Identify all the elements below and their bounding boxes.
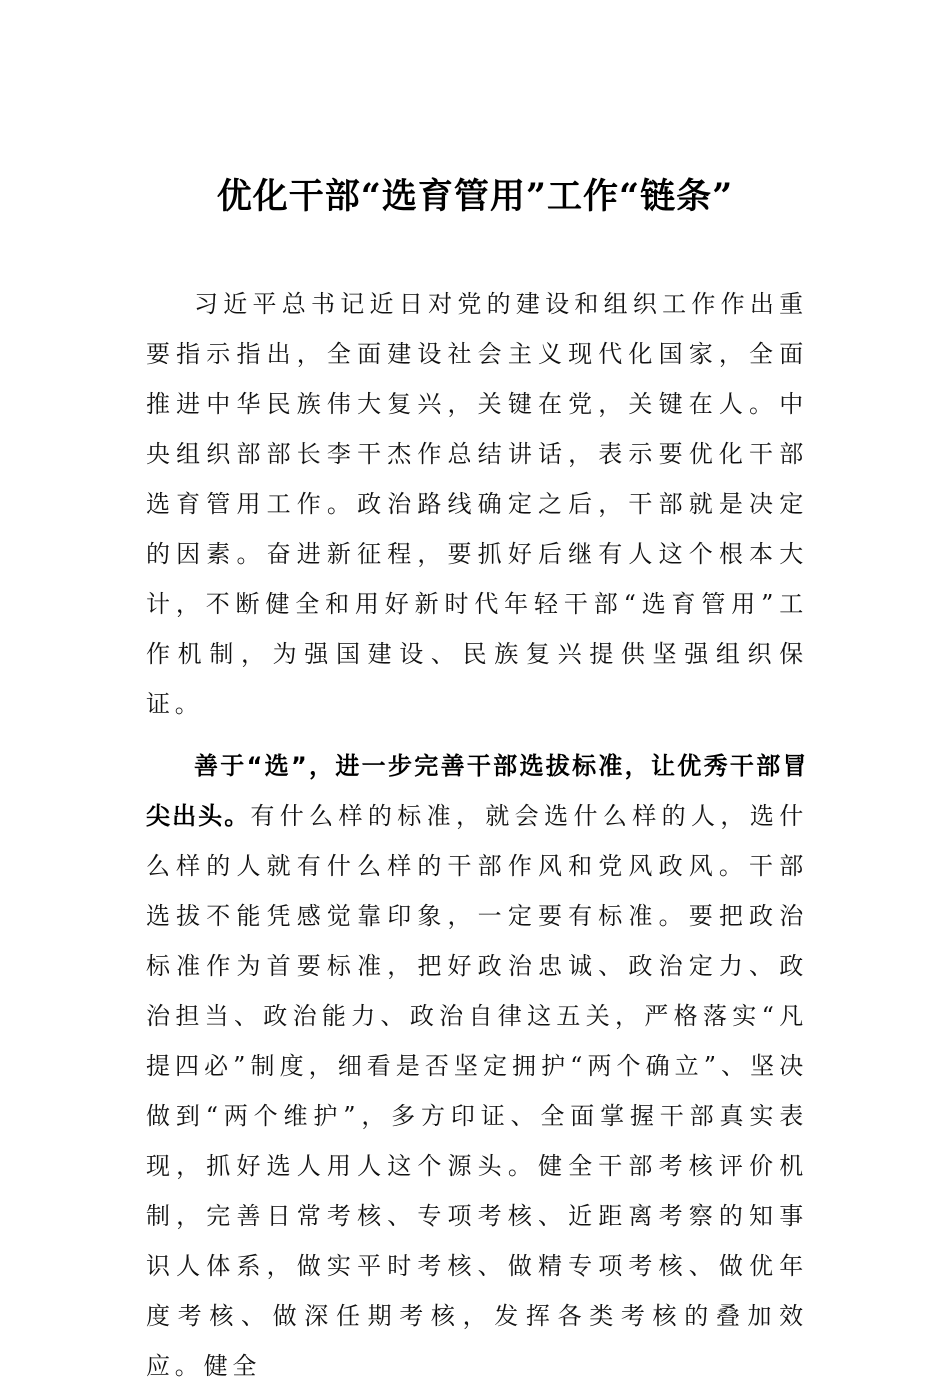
paragraph-text: 习近平总书记近日对党的建设和组织工作作出重要指示指出，全面建设社会主义现代化国家，全面推进中华民族伟大复兴，关键在党，关键在人。中央组织部部长李干杰作总结讲话，表示要优化干部选育管用工作。政治路线确定之后，干部就是决定的因素。奋进新征程，要抓好后继有人这个根本大计，不断健全和用好新时代年轻干部“选育管用”工作机制，为强国建设、民族复兴提供坚强组织保证。 [146, 290, 808, 718]
paragraph-intro [146, 279, 808, 729]
paragraph-lead-heading: 善于“选”，进一步完善干部选拔标准，让优秀干部冒尖出头。 [146, 752, 808, 830]
document-body [146, 279, 808, 1391]
document-title: 优化干部“选育管用”工作“链条” [216, 176, 734, 217]
paragraph-select [146, 741, 808, 1391]
paragraph-text: 有什么样的标准，就会选什么样的人，选什么样的人就有什么样的干部作风和党风政风。干部选拔不能凭感觉靠印象，一定要有标准。要把政治标准作为首要标准，把好政治忠诚、政治定力、政治担当、政治能力、政治自律这五关，严格落实“凡提四必”制度，细看是否坚定拥护“两个确立”、坚决做到“两个维护”，多方印证、全面掌握干部真实表现，抓好选人用人这个源头。健全干部考核评价机制，完善日常考核、专项考核、近距离考察的知事识人体系，做实平时考核、做精专项考核、做优年度考核、做深任期考核，发挥各类考核的叠加效应。健全 [146, 802, 808, 1380]
